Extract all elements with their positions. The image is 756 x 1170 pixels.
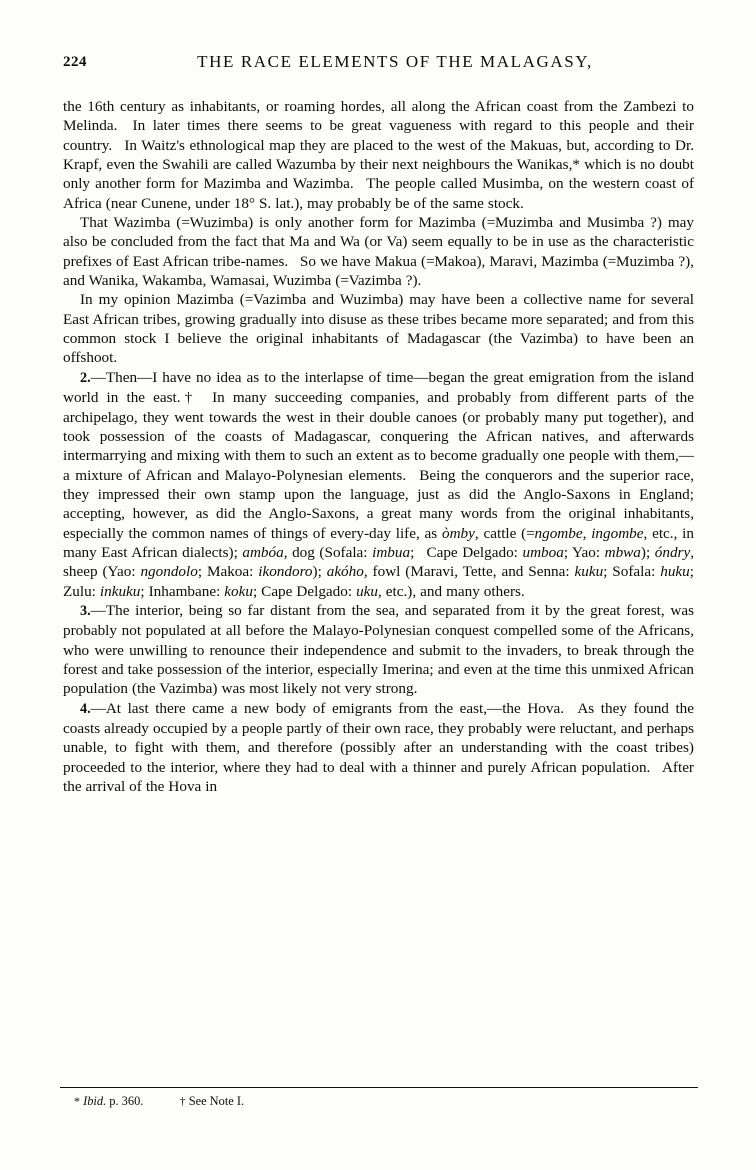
- footnote-separator-rule: [60, 1087, 698, 1088]
- page-folio-number: 224: [63, 54, 87, 70]
- footnote-asterisk-italic: Ibid.: [83, 1094, 107, 1108]
- paragraph-3-interior: 3.—The interior, being so far distant from the sea, and separated from it by the great forest, was probably not populated at all before the Malayo-Polynesian conquest compelled some of the Africans, who were unwilling to renounce their independence and submit to the invaders, to break through the forest and take possession of the interior, especially Imerina; and even at the time this unmixed African population (the Vazimba) was most likely not very strong.: [63, 601, 694, 698]
- body-text-block: [63, 97, 694, 796]
- footnote-asterisk-text: p. 360.: [109, 1094, 144, 1108]
- paragraph-4-hova: 4.—At last there came a new body of emigrants from the east,—the Hova. As they found the coasts already occupied by a people partly of their own race, they probably were reluctant, and perhaps unable, to fight with them, and therefore (possibly after an understanding with the coast tribes) proceeded to the interior, where they had to deal with a thinner and purely African population. After the arrival of the Hova in: [63, 699, 694, 796]
- footnote-area: [74, 1093, 694, 1109]
- footnote-asterisk-mark: *: [74, 1094, 80, 1108]
- paragraph-continued-wazimba-origins: the 16th century as inhabitants, or roaming hordes, all along the African coast from the Zambezi to Melinda. In later times there seems to be great vagueness with regard to this people and their country. In Waitz's ethnological map they are placed to the west of the Makuas, but, according to Dr. Krapf, even the Swahili are called Wazumba by their next neighbours the Wanikas,* which is no doubt only another form for Mazimba and Wazimba. The people called Musimba, on the western coast of Africa (near Cunene, under 18° S. lat.), may probably be of the same stock.: [63, 98, 694, 212]
- paragraph-2-emigration: 2.—Then—I have no idea as to the interlapse of time—began the great emigration from the island world in the east.† In many succeeding companies, and probably from different parts of the archipelago, they went towards the west in their double canoes (or probably many put together), and took possession of the coasts of Madagascar, conquering the African natives, and afterwards intermarrying and mixing with them to such an extent as to become gradually one people with them,—a mixture of African and Malayo-Polynesian elements. Being the conquerors and the superior race, they impressed their own stamp upon the language, just as did the Anglo-Saxons in England; accepting, however, as did the Anglo-Saxons, a great many words from the original inhabitants, especially the common names of things of every-day life, as òmby, cattle (=ngombe, ingombe, etc., in many East African dialects); ambóa, dog (Sofala: imbua; Cape Delgado: umboa; Yao: mbwa); óndry, sheep (Yao: ngondolo; Makoa: ikondoro); akóho, fowl (Maravi, Tette, and Senna: kuku; Sofala: huku; Zulu: inkuku; Inhambane: koku; Cape Delgado: uku, etc.), and many others.: [63, 368, 694, 600]
- footnote-dagger-text: See Note I.: [188, 1094, 245, 1108]
- paragraph-number-4: 4.: [80, 700, 91, 717]
- paragraph-number-3: 3.: [80, 602, 91, 619]
- running-head: [63, 52, 693, 76]
- paragraph-collective-name-opinion: In my opinion Mazimba (=Vazimba and Wuzimba) may have been a collective name for several East African tribes, growing gradually into disuse as these tribes became more separated; and from this common stock I believe the original inhabitants of Madagascar (the Vazimba) to have been an offshoot.: [63, 291, 694, 367]
- running-head-title: THE RACE ELEMENTS OF THE MALAGASY,: [197, 52, 593, 71]
- paragraph-wazimba-prefixes: That Wazimba (=Wuzimba) is only another form for Mazimba (=Muzimba and Musimba ?) may also be concluded from the fact that Ma and Wa (or Va) seem equally to be in use as the characteristic prefixes of East African tribe-names. So we have Makua (=Makoa), Maravi, Mazimba (=Muzimba ?), and Wanika, Wakamba, Wamasai, Wuzimba (=Vazimba ?).: [63, 214, 695, 290]
- paragraph-number-2: 2.: [80, 369, 91, 386]
- footnote-dagger-mark: †: [179, 1094, 186, 1108]
